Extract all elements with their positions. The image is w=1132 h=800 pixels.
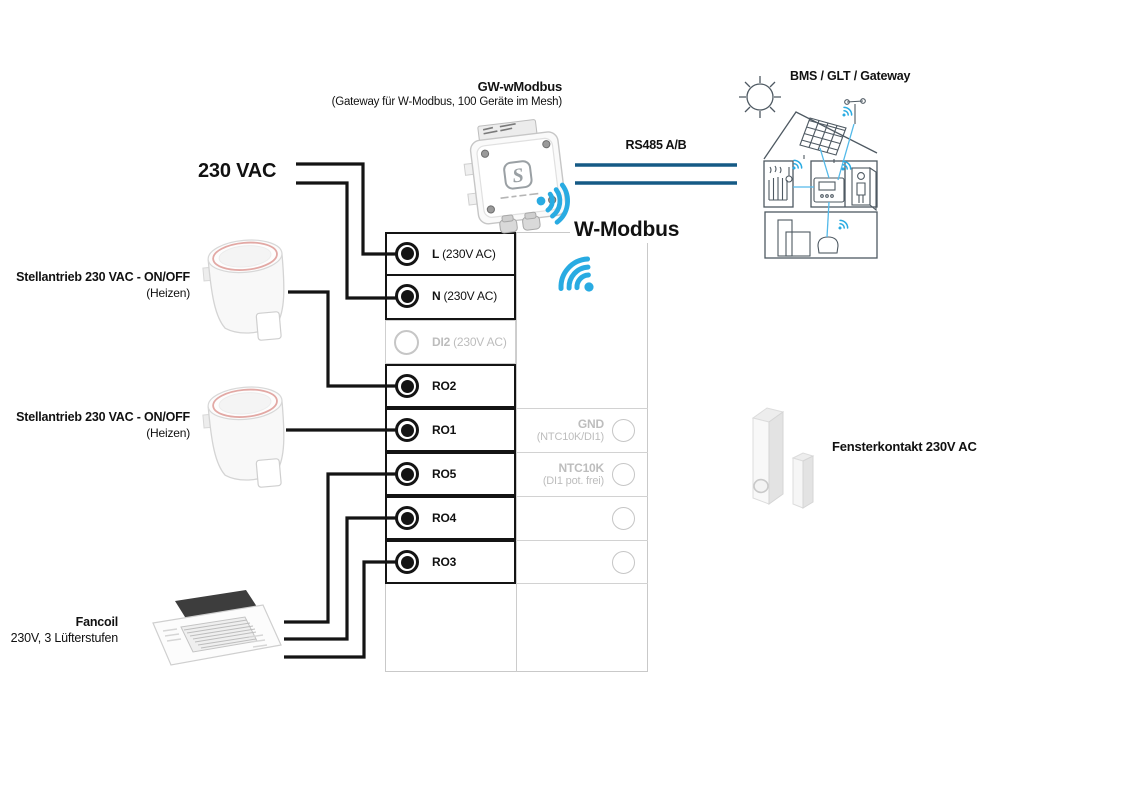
rs485-label: RS485 A/B xyxy=(625,138,687,152)
weather-antenna xyxy=(845,99,866,124)
window-contact-illustration xyxy=(745,398,830,510)
terminal-row-ntc10k xyxy=(517,452,648,496)
supply-voltage-label: 230 VAC xyxy=(198,160,277,182)
fancoil-label-line1: Fancoil xyxy=(75,615,118,629)
terminal-socket-l xyxy=(395,242,419,266)
fancoil-wires xyxy=(284,474,400,657)
fancoil-label xyxy=(0,615,118,646)
terminal-socket-ntc10k xyxy=(612,463,635,486)
terminal-row-l xyxy=(387,234,514,276)
terminal-label-ro5: RO5 xyxy=(432,467,457,481)
terminal-label-n: N xyxy=(432,289,441,304)
window-contact-main-bar xyxy=(753,408,783,504)
wifi-icon-antenna xyxy=(839,106,853,120)
terminal-label-ro4: RO4 xyxy=(432,511,457,525)
terminal-row-blank1 xyxy=(517,496,648,540)
gateway-screw xyxy=(548,196,556,204)
rs485-lines xyxy=(575,165,737,183)
wifi-icon-pot xyxy=(835,219,849,233)
terminal-label-ntc10k: NTC10K xyxy=(558,460,604,475)
gateway-logo: S xyxy=(511,164,525,188)
actuator-illustration-1 xyxy=(202,234,298,346)
actuator1-label-line1: Stellantrieb 230 VAC - ON/OFF xyxy=(16,270,190,284)
gateway-screw xyxy=(487,205,495,213)
hvac-unit-icon xyxy=(778,220,810,256)
gateway-pot-icon xyxy=(818,237,838,253)
fancoil-label-line2: 230V, 3 Lüfterstufen xyxy=(10,630,118,645)
terminal-label-di2: DI2 xyxy=(432,335,451,349)
gateway-title: GW-wModbus xyxy=(477,79,562,94)
wmodbus-label: W-Modbus xyxy=(570,217,683,243)
gateway-subtitle: (Gateway für W-Modbus, 100 Geräte im Mesh) xyxy=(331,96,562,109)
terminal-socket-ro5 xyxy=(395,462,419,486)
terminal-socket-ro3 xyxy=(395,550,419,574)
gateway-screw xyxy=(542,140,550,148)
terminal-row-ro1 xyxy=(385,408,516,452)
house-roof xyxy=(764,112,877,159)
terminal-row-n xyxy=(387,276,514,318)
actuator-clip xyxy=(256,312,281,341)
terminal-suffix-di2: (230V AC) xyxy=(453,335,507,349)
wire-fancoil-ro5 xyxy=(284,474,400,622)
terminal-row-ro5 xyxy=(385,452,516,496)
actuator-clip xyxy=(256,459,281,488)
gateway-title-block xyxy=(296,79,562,110)
person-door-icon xyxy=(852,168,876,210)
terminal-group-ln xyxy=(385,232,516,320)
wire-actuator1-ro2 xyxy=(288,292,400,386)
gateway-screw xyxy=(481,150,489,158)
wire-fancoil-ro3 xyxy=(284,562,400,657)
terminal-row-ro3 xyxy=(385,540,516,584)
terminal-socket-blank1 xyxy=(612,507,635,530)
terminal-row-ro2 xyxy=(385,364,516,408)
actuator1-label xyxy=(6,270,190,301)
wire-fancoil-ro4 xyxy=(284,518,400,639)
actuator2-label-line1: Stellantrieb 230 VAC - ON/OFF xyxy=(16,410,190,424)
terminal-label-ro2: RO2 xyxy=(432,379,457,393)
terminal-row-ro4 xyxy=(385,496,516,540)
terminal-socket-n xyxy=(395,284,419,308)
window-contact-magnet-bar xyxy=(793,453,813,508)
terminal-suffix-l: (230V AC) xyxy=(442,246,496,261)
terminal-socket-ro1 xyxy=(395,418,419,442)
thermostat-icon xyxy=(814,178,844,202)
bms-label: BMS / GLT / Gateway xyxy=(790,69,911,83)
terminal-label-ro3: RO3 xyxy=(432,555,457,569)
terminal-socket-ro4 xyxy=(395,506,419,530)
terminal-suffix-n: (230V AC) xyxy=(443,289,498,304)
window-contact-button xyxy=(754,480,768,493)
terminal-socket-gnd xyxy=(612,419,635,442)
window-contact-label: Fensterkontakt 230V AC xyxy=(832,439,977,454)
terminal-sublabel-gnd: (NTC10K/DI1) xyxy=(536,431,604,444)
terminal-row-di2 xyxy=(385,320,516,364)
actuator-illustration-2 xyxy=(202,381,298,493)
gateway-device-illustration xyxy=(462,116,572,234)
actuator2-label-line2: (Heizen) xyxy=(146,425,190,440)
terminal-socket-ro2 xyxy=(395,374,419,398)
terminal-row-gnd xyxy=(517,408,648,452)
bms-house-illustration xyxy=(730,60,900,265)
sun-icon xyxy=(739,76,781,118)
terminal-socket-blank2 xyxy=(612,551,635,574)
actuator2-label xyxy=(6,410,190,441)
terminal-socket-di2 xyxy=(394,330,419,355)
actuator1-label-line2: (Heizen) xyxy=(146,285,190,300)
terminal-sublabel-ntc10k: (DI1 pot. frei) xyxy=(542,475,604,488)
terminal-label-l: L xyxy=(432,246,440,261)
fancoil-illustration xyxy=(143,585,288,685)
terminal-label-gnd: GND xyxy=(577,416,604,431)
terminal-row-blank2 xyxy=(517,540,648,584)
actuator-wires xyxy=(286,292,400,430)
basement xyxy=(765,212,877,258)
radiator-icon xyxy=(769,166,792,200)
terminal-label-ro1: RO1 xyxy=(432,423,457,437)
